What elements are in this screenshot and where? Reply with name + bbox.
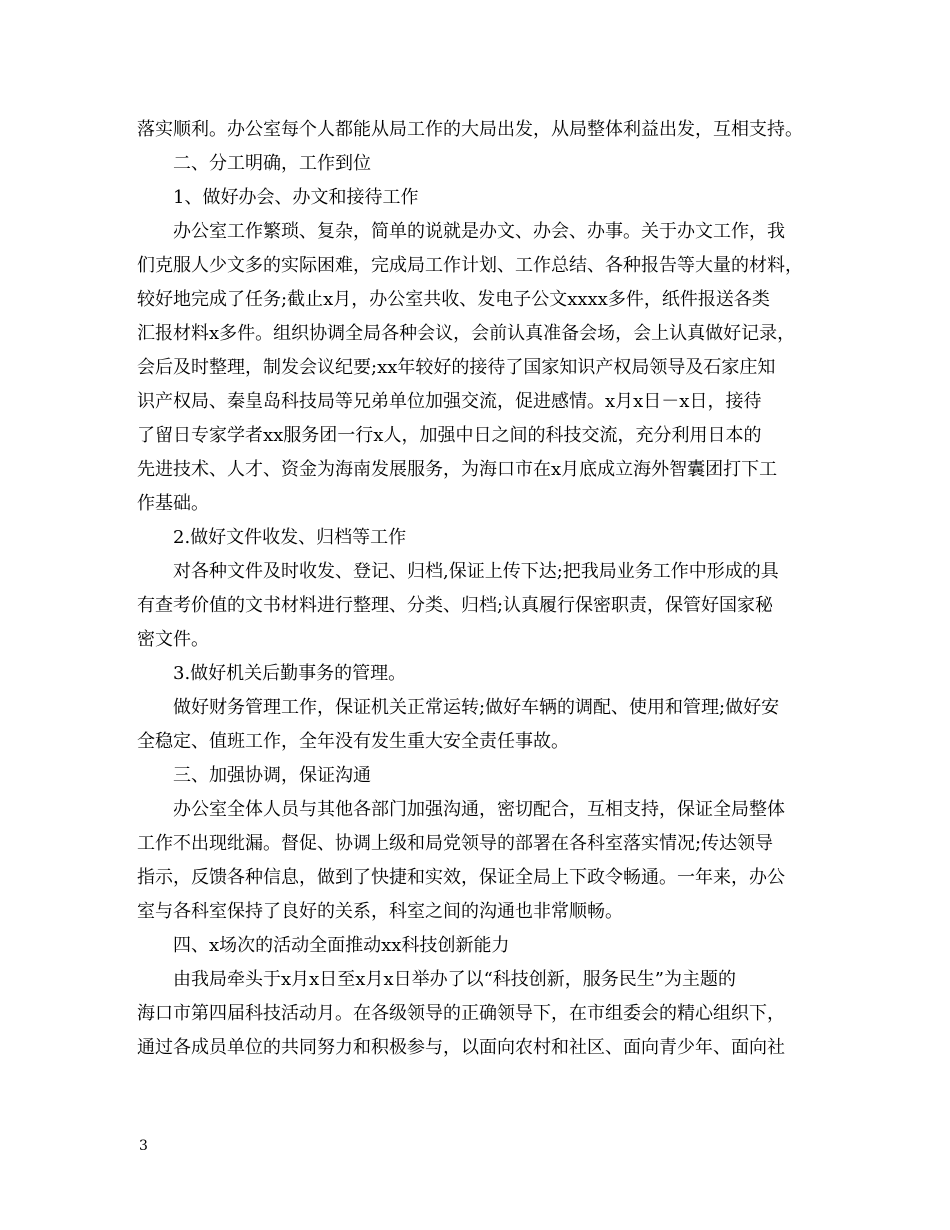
text-line: 指示，反馈各种信息，做到了快捷和实效，保证全局上下政令畅通。一年来，办公 [137,867,785,888]
text-line: 3.做好机关后勤事务的管理。 [173,663,407,684]
text-line: 落实顺利。办公室每个人都能从局工作的大局出发，从局整体利益出发，互相支持。 [137,119,803,140]
text-line: 四、x场次的活动全面推动xx科技创新能力 [173,935,510,956]
text-line: 会后及时整理，制发会议纪要;xx年较好的接待了国家知识产权局领导及石家庄知 [137,357,776,378]
text-line: 先进技术、人才、资金为海南发展服务，为海口市在x月底成立海外智囊团打下工 [137,459,778,480]
text-line: 识产权局、秦皇岛科技局等兄弟单位加强交流，促进感情。x月x日－x日，接待 [137,391,762,412]
text-line: 们克服人少文多的实际困难，完成局工作计划、工作总结、各种报告等大量的材料， [137,255,803,276]
document-body [137,113,822,1065]
text-line: 1、做好办会、办文和接待工作 [173,187,419,208]
text-line: 汇报材料x多件。组织协调全局各种会议，会前认真准备会场，会上认真做好记录， [137,323,796,344]
text-line: 二、分工明确，工作到位 [173,153,371,174]
text-line: 了留日专家学者xx服务团一行x人，加强中日之间的科技交流，充分利用日本的 [137,425,762,446]
text-line: 做好财务管理工作，保证机关正常运转;做好车辆的调配、使用和管理;做好安 [173,697,780,718]
text-line: 海口市第四届科技活动月。在各级领导的正确领导下，在市组委会的精心组织下， [137,1003,785,1024]
text-line: 作基础。 [137,493,209,514]
text-line: 2.做好文件收发、归档等工作 [173,527,407,548]
text-line: 办公室工作繁琐、复杂，简单的说就是办文、办会、办事。关于办文工作，我 [173,221,785,242]
page-number: 3 [139,1138,148,1154]
text-line: 办公室全体人员与其他各部门加强沟通，密切配合，互相支持，保证全局整体 [173,799,785,820]
text-line: 室与各科室保持了良好的关系，科室之间的沟通也非常顺畅。 [137,901,623,922]
text-line: 较好地完成了任务;截止x月，办公室共收、发电子公文xxxx多件，纸件报送各类 [137,289,770,310]
text-line: 对各种文件及时收发、登记、归档,保证上传下达;把我局业务工作中形成的具 [173,561,779,582]
text-line: 工作不出现纰漏。督促、协调上级和局党领导的部署在各科室落实情况;传达领导 [137,833,774,854]
text-line: 通过各成员单位的共同努力和积极参与，以面向农村和社区、面向青少年、面向社 [137,1037,785,1058]
text-line: 有查考价值的文书材料进行整理、分类、归档;认真履行保密职责，保管好国家秘 [137,595,774,616]
text-line: 全稳定、值班工作，全年没有发生重大安全责任事故。 [137,731,569,752]
text-line: 密文件。 [137,629,209,650]
text-line: 三、加强协调，保证沟通 [173,765,371,786]
text-line: 由我局牵头于x月x日至x月x日举办了以“科技创新，服务民生”为主题的 [173,969,737,990]
